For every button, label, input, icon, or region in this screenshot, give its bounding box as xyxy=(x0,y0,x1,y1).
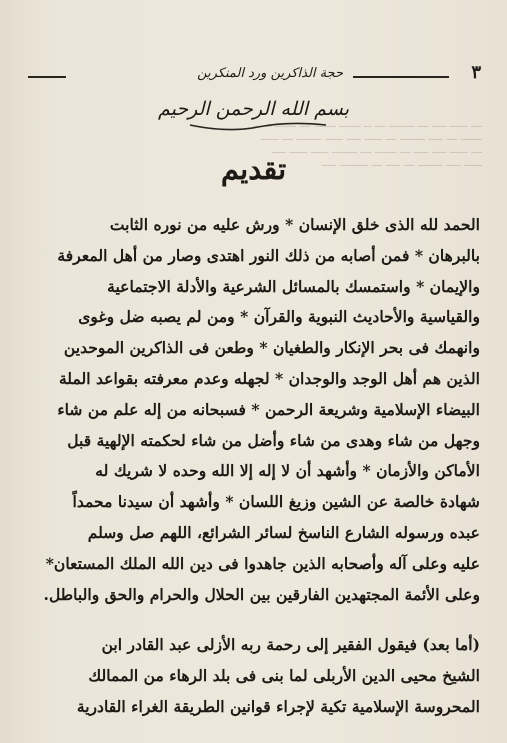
text-line: الذين هم أهل الوجد والوجدان * لجهله وعدم معرفته بقواعد الملة xyxy=(58,368,480,388)
basmala-calligraphy: بسم الله الرحمن الرحيم xyxy=(158,98,349,120)
text-line: وعلى الأئمة المجتهدين الفارقين بين الحلال والحرام والحق والباطل. xyxy=(43,584,480,604)
text-line: المحروسة الإسلامية تكية لإجراء قوانين الطريقة الغراء القادرية xyxy=(76,696,480,716)
text-line: الأماكن والأزمان * وأشهد أن لا إله إلا الله وحده لا شريك له xyxy=(95,461,480,481)
text-line: بالبرهان * فمن أصابه من ذلك النور اهتدى وصار من أهل المعرفة xyxy=(57,245,480,265)
text-line: وجهل من شاء وهدى من شاء وأضل من شاء لحكمته الإلهية قبل xyxy=(67,430,480,450)
text-line: الحمد لله الذى خلق الإنسان * ورش عليه من نوره الثابت xyxy=(109,215,480,234)
paragraph-gap xyxy=(37,610,480,630)
body-text xyxy=(37,210,480,723)
header-rule-left xyxy=(28,76,66,78)
text-line: عليه وعلى آله وأصحابه الذين جاهدوا فى دين الله الملك المستعان* xyxy=(45,553,480,573)
text-line: والقياسية والأحاديث النبوية والقرآن * ومن لم يصبه ضل وغوى xyxy=(78,307,480,327)
section-title: تقديم xyxy=(220,152,287,186)
text-line: الشيخ محيى الدين الأربلى لما بنى فى بلد الرهاء من الممالك xyxy=(88,666,480,686)
text-line: (أما بعد) فيقول الفقير إلى رحمة ربه الأزلى عبد القادر ابن xyxy=(101,635,480,655)
text-line: عبده ورسوله الشارع الناسخ لسائر الشرائع، اللهم صل وسلم xyxy=(87,522,480,542)
text-line: وانهمك فى بحر الإنكار والطغيان * وطعن فى الذاكرين الموحدين xyxy=(63,338,480,358)
text-line: والإيمان * واستمسك بالمسائل الشرعية والأدلة الاجتماعية xyxy=(107,276,480,296)
running-title: حجة الذاكرين ورد المنكرين xyxy=(197,66,343,81)
page-number: ٣ xyxy=(471,62,481,83)
header-rule-right xyxy=(353,76,449,78)
basmala-flourish xyxy=(188,121,328,133)
text-line: شهادة خالصة عن الشين وزيغ اللسان * وأشهد أن سيدنا محمداً xyxy=(72,492,480,512)
running-header xyxy=(22,62,485,90)
text-line: البيضاء الإسلامية وشريعة الرحمن * فسبحانه من إله علم من شاء xyxy=(57,399,480,419)
show-through-text: ـــ ـــــ ــــ ـــ ـــــــ ـــ ــ ــــــ ــــــ ـــ ــــــ ـــــ ــــــ ـــ ــــ ـــــــ ـــ ـــــ ــــ ـــــ ـــــــ ـــ ـــــ ـــ ـــــ ــــ ــــ ـــ ــــــ ـــ ـــــــ ـــــ ـــــ ــــ ـــــ ــــ ـــــــ ـــ ــــ ـــ ــــــــ ــــ xyxy=(253,117,482,169)
